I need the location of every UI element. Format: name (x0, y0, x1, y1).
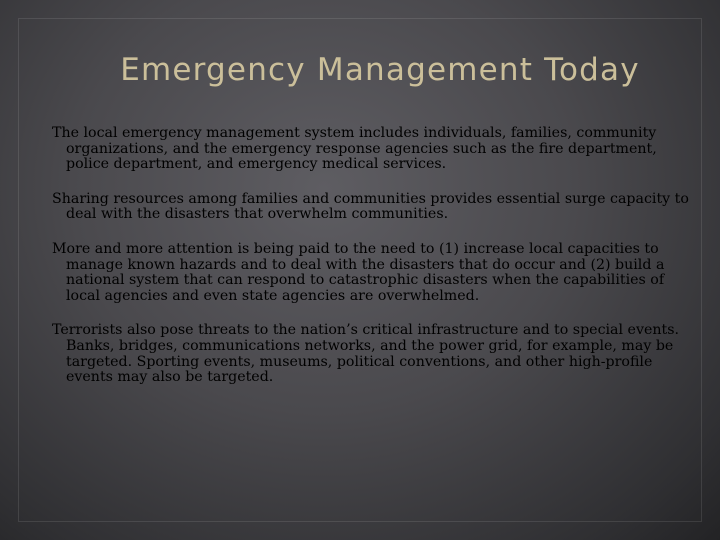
paragraph-local-system: The local emergency management system includes individuals, families, community organizations, and the emergency response agencies such as the fire department, police department, and emergency medical services. (52, 125, 657, 173)
paragraph-more-attention: More and more attention is being paid to the need to (1) increase local capacities to manage known hazards and to deal with the disasters that do occur and (2) build a national system that can respond to catastrophic disasters when the capabilities of local agencies and even state agencies are overwhelmed. (52, 240, 665, 304)
paragraph-sharing-resources: Sharing resources among families and communities provides essential surge capacity to deal with the disasters that overwhelm communities. (52, 190, 689, 223)
slide-title: Emergency Management Today (120, 52, 640, 88)
slide-body (52, 126, 692, 405)
paragraph-terrorists: Terrorists also pose threats to the nation’s critical infrastructure and to special events. Banks, bridges, communications networks, and the power grid, for example, may be targeted. Sporting events, museums, political conventions, and other high-profile events may also be targeted. (52, 322, 679, 386)
